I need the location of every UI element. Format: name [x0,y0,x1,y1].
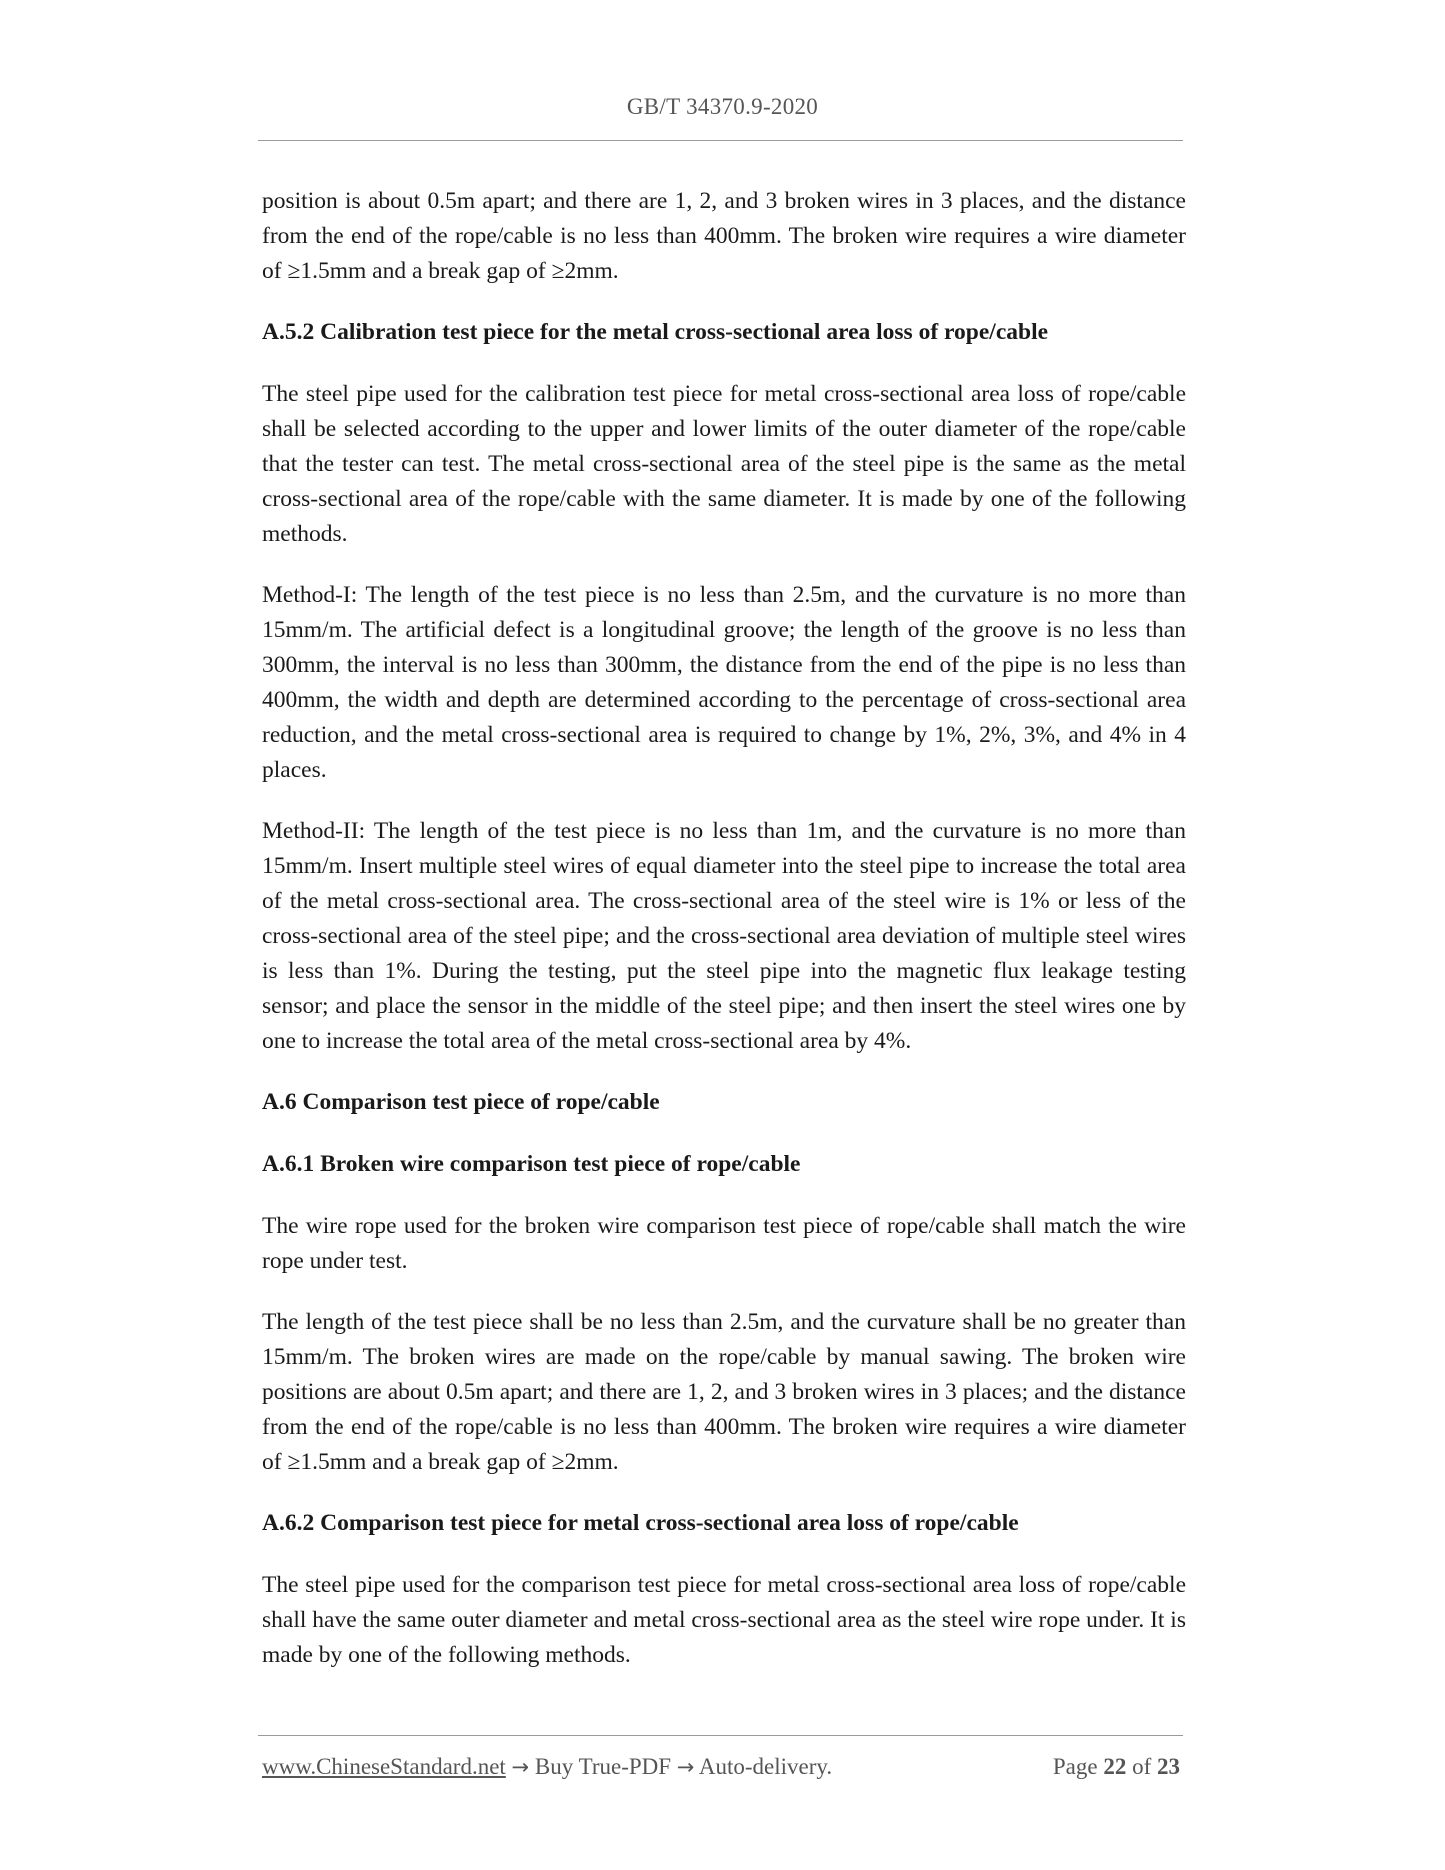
paragraph-comparison-wire-rope: The wire rope used for the broken wire comparison test piece of rope/cable shall match the wire rope under test. [262,1213,1186,1274]
document-code-header: GB/T 34370.9-2020 [626,94,819,119]
section-heading-a-5-2: A.5.2 Calibration test piece for the metal cross-sectional area loss of rope/cable [262,319,1049,345]
document-body [262,184,1186,1699]
current-page-number: 22 [1103,1754,1127,1779]
paragraph-comparison-length: The length of the test piece shall be no less than 2.5m, and the curvature shall be no greater than 15mm/m. The broken wires are made on the rope/cable by manual sawing. The broken wire positions are about 0.5m apart; and there are 1, 2, and 3 broken wires in 3 places; and the distance from the end of the rope/cable is no less than 400mm. The broken wire requires a wire diameter of ≥1.5mm and a break gap of ≥2mm. [262,1309,1186,1475]
of-label: of [1132,1754,1152,1779]
arrow-right-icon: → [511,1755,530,1779]
section-heading-a-6-2: A.6.2 Comparison test piece for metal cross-sectional area loss of rope/cable [262,1510,1019,1536]
auto-delivery-text: Auto-delivery. [698,1754,833,1779]
paragraph-calibration-steel-pipe: The steel pipe used for the calibration test piece for metal cross-sectional area loss of rope/cable shall be selected according to the upper and lower limits of the outer diameter of the rope/cable that the tester can test. The metal cross-sectional area of the steel pipe is the same as the metal cross-sectional area of the rope/cable with the same diameter. It is made by one of the following methods. [262,381,1186,547]
paragraph-method-i: Method-I: The length of the test piece is no less than 2.5m, and the curvature is no more than 15mm/m. The artificial defect is a longitudinal groove; the length of the groove is no less than 300mm, the interval is no less than 300mm, the distance from the end of the pipe is no less than 400mm, the width and depth are determined according to the percentage of cross-sectional area reduction, and the metal cross-sectional area is required to change by 1%, 2%, 3%, and 4% in 4 places. [262,582,1186,783]
paragraph-method-ii: Method-II: The length of the test piece is no less than 1m, and the curvature is no more than 15mm/m. Insert multiple steel wires of equal diameter into the steel pipe to increase the total area of the metal cross-sectional area. The cross-sectional area of the steel wire is 1% or less of the cross-sectional area of the steel pipe; and the cross-sectional area deviation of multiple steel wires is less than 1%. During the testing, put the steel pipe into the magnetic flux leakage testing sensor; and place the sensor in the middle of the steel pipe; and then insert the steel wires one by one to increase the total area of the metal cross-sectional area by 4%. [262,818,1186,1054]
paragraph-comparison-steel-pipe: The steel pipe used for the comparison test piece for metal cross-sectional area loss of rope/cable shall have the same outer diameter and metal cross-sectional area as the steel wire rope under. It is made by one of the following methods. [262,1572,1186,1668]
arrow-right-icon: → [676,1755,695,1779]
website-link[interactable]: www.ChineseStandard.net [262,1754,506,1779]
section-heading-a-6-1: A.6.1 Broken wire comparison test piece of rope/cable [262,1151,801,1177]
section-heading-a-6: A.6 Comparison test piece of rope/cable [262,1089,660,1115]
buy-true-pdf-text: Buy True-PDF [534,1754,672,1779]
page-number [1053,1754,1180,1780]
page-label: Page [1052,1754,1098,1779]
paragraph-broken-wire-continuation: position is about 0.5m apart; and there are 1, 2, and 3 broken wires in 3 places, and the distance from the end of the rope/cable is no less than 400mm. The broken wire requires a wire diameter of ≥1.5mm and a break gap of ≥2mm. [262,188,1186,284]
footer-promo [262,1754,832,1780]
total-page-number: 23 [1157,1754,1180,1779]
header-divider [258,140,1183,141]
footer-divider [258,1735,1183,1736]
